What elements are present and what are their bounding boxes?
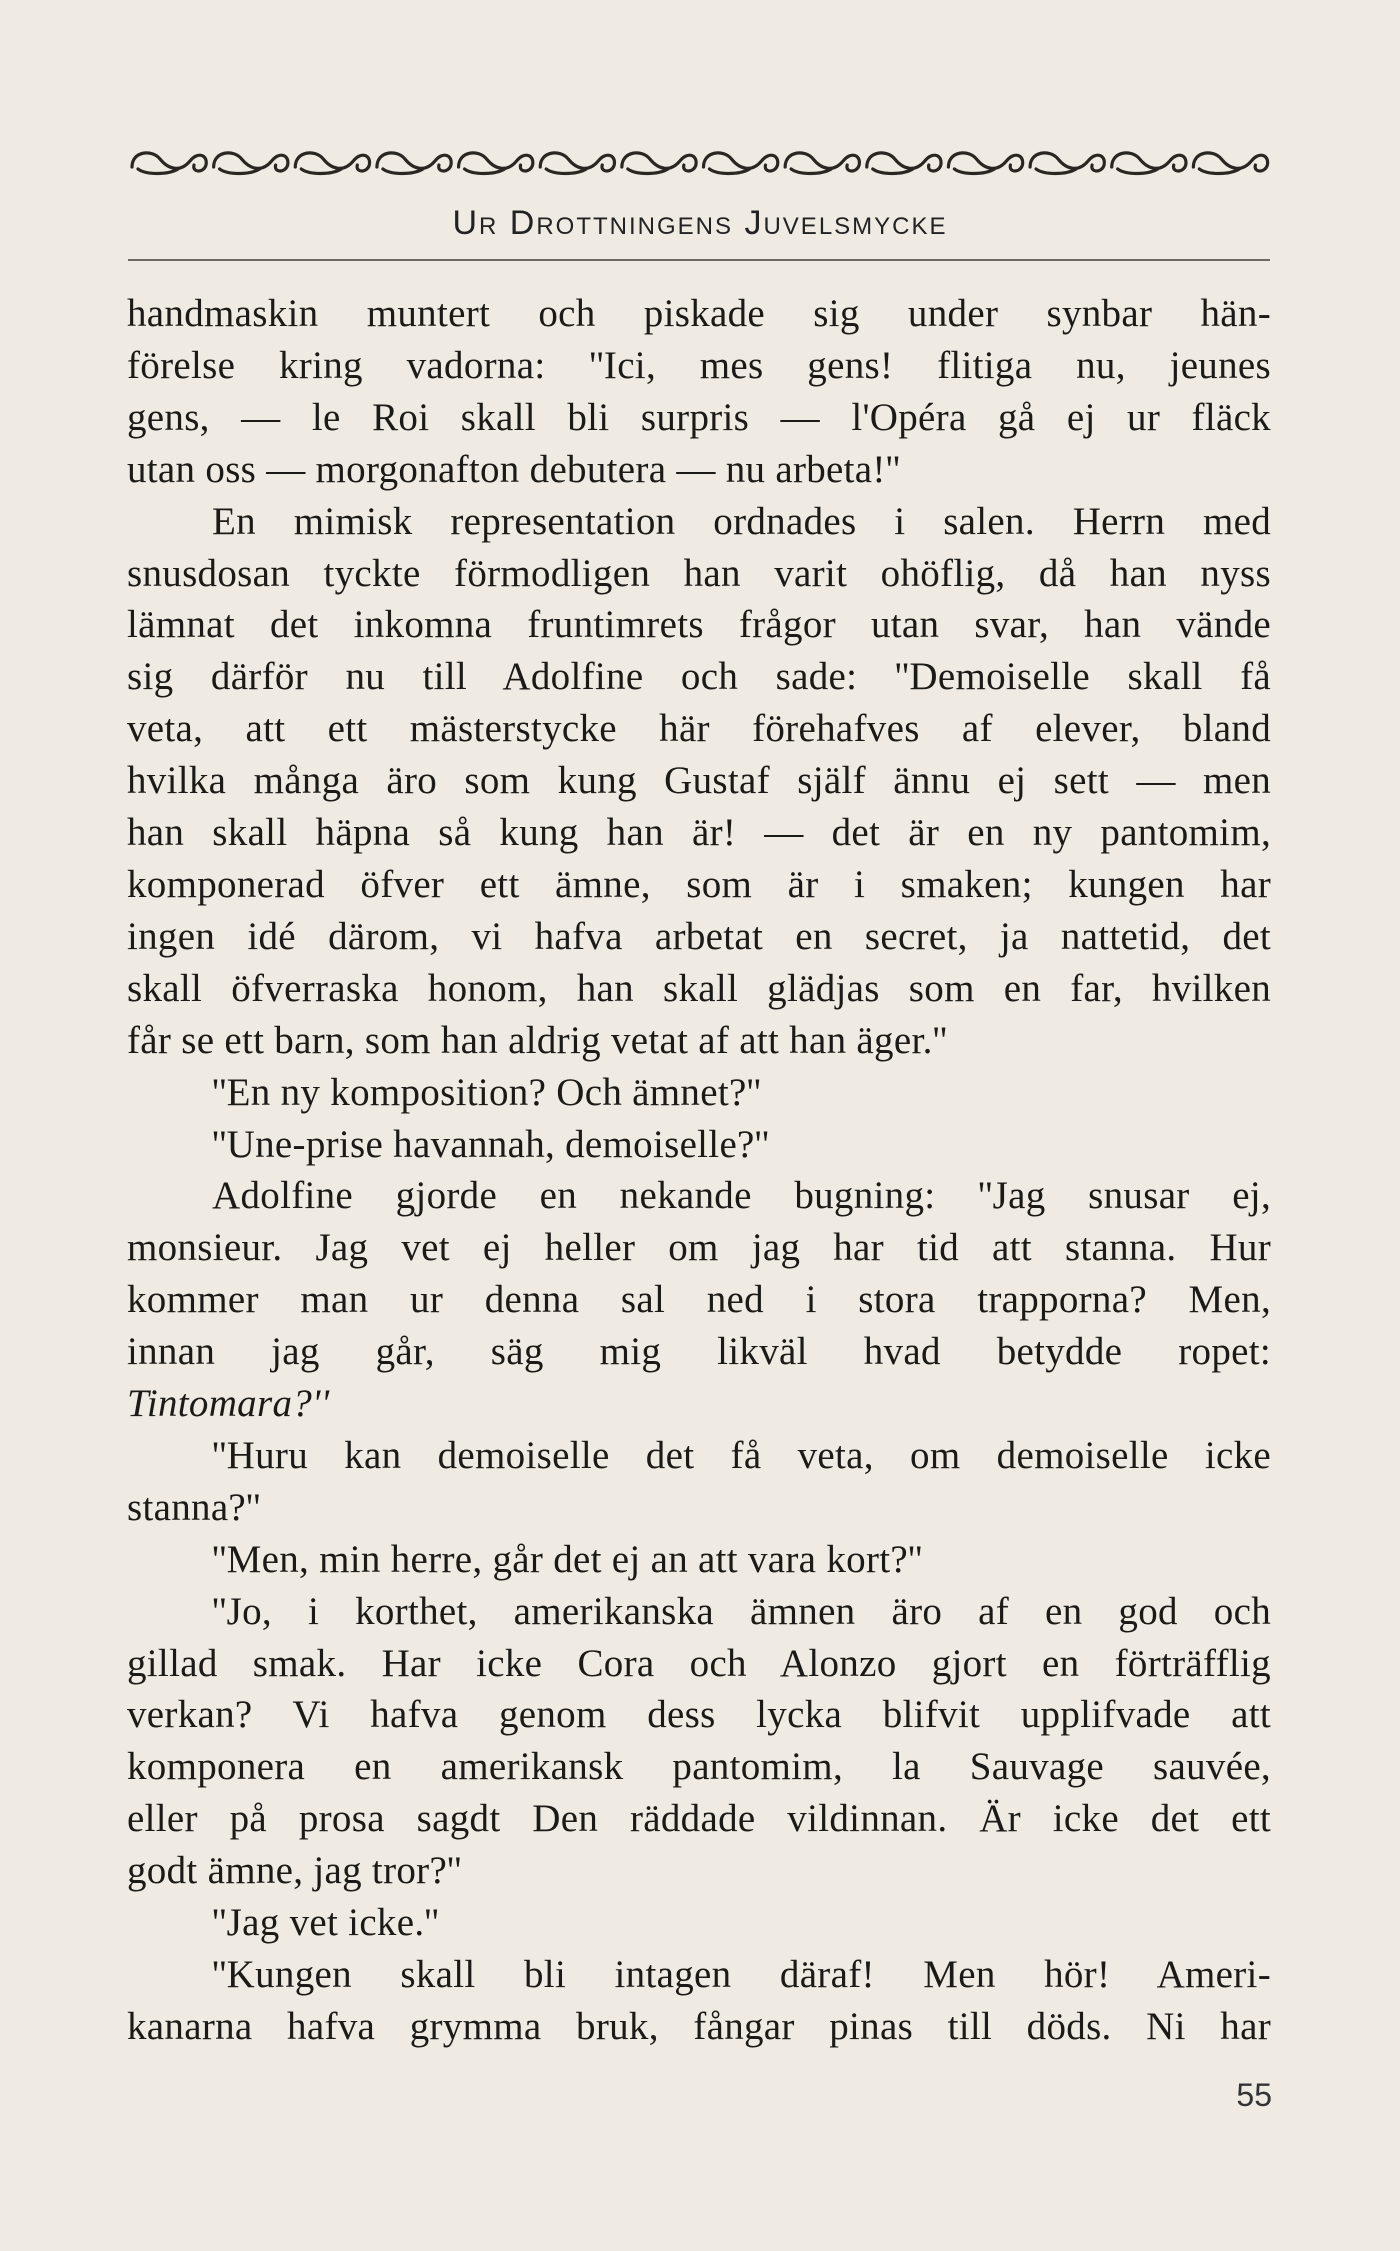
text-line — [127, 1378, 1271, 1430]
text-line: han skall häpna så kung han är! — det är en ny pantomim, — [127, 811, 1271, 855]
ornament-curl — [301, 169, 341, 174]
text-line: ''Men, min herre, går det ej an att vara kort?'' — [212, 1537, 923, 1581]
ornament-scroll — [704, 153, 778, 171]
ornament-scroll — [785, 153, 859, 171]
ornament-scroll — [459, 153, 533, 171]
ornament-curl — [628, 169, 668, 174]
ornament-curl — [710, 169, 750, 174]
text-line: godt ämne, jag tror?'' — [127, 1849, 462, 1893]
text-line: kanarna hafva grymma bruk, fångar pinas till döds. Ni har — [127, 2004, 1271, 2048]
text-line: ''Jag vet icke.'' — [212, 1901, 440, 1945]
text-line: En mimisk representation ordnades i salen. Herrn med — [212, 499, 1271, 543]
text-line: komponera en amerikansk pantomim, la Sauvage sauvée, — [127, 1745, 1271, 1789]
header-rule — [128, 259, 1270, 261]
ornament-curl — [954, 169, 994, 174]
text-line: eller på prosa sagdt Den räddade vildinnan. Är icke det ett — [127, 1797, 1271, 1841]
ornament-scroll — [132, 153, 206, 171]
ornament-curl — [873, 169, 913, 174]
text-line: ''Huru kan demoiselle det få veta, om demoiselle icke — [212, 1433, 1271, 1477]
ornament-scroll — [1112, 153, 1186, 171]
text-line: ''En ny komposition? Och ämnet?'' — [212, 1070, 762, 1114]
text-line: hvilka många äro som kung Gustaf själf ännu ej sett — men — [127, 759, 1271, 803]
ornament-scroll — [214, 153, 288, 171]
text-line: ''Kungen skall bli intagen däraf! Men hör! Ameri- — [212, 1953, 1271, 1996]
text-line: ''Jo, i korthet, amerikanska ämnen äro af en god och — [212, 1589, 1271, 1633]
text-line: komponerad öfver ett ämne, som är i smaken; kungen har — [127, 862, 1271, 906]
text-line: veta, att ett mästerstycke här förehafves af elever, bland — [127, 707, 1271, 751]
text-line: utan oss — morgonafton debutera — nu arbeta!'' — [127, 447, 901, 491]
ornament-curl — [1199, 169, 1239, 174]
body-text — [127, 288, 1271, 2053]
ornament-curl — [791, 169, 831, 174]
ornament-curl — [383, 169, 423, 174]
page-number: 55 — [1236, 2077, 1272, 2113]
text-line: handmaskin muntert och piskade sig under synbar hän- — [127, 292, 1271, 335]
ornament-curl — [1036, 169, 1076, 174]
ornament-curl — [220, 169, 260, 174]
text-line: stanna?'' — [127, 1485, 261, 1529]
ornament-scroll — [540, 153, 614, 171]
text-line: ''Une-prise havannah, demoiselle?'' — [212, 1122, 770, 1166]
text-line: gillad smak. Har icke Cora och Alonzo gjort en förträfflig — [127, 1641, 1271, 1685]
text-line: ingen idé därom, vi hafva arbetat en secret, ja nattetid, det — [127, 914, 1271, 958]
text-line: får se ett barn, som han aldrig vetat af att han äger.'' — [127, 1018, 948, 1062]
running-header: Ur Drottningens Juvelsmycke — [452, 204, 948, 242]
text-line: verkan? Vi hafva genom dess lycka blifvit upplifvade att — [127, 1693, 1271, 1737]
text-line: kommer man ur denna sal ned i stora trapporna? Men, — [127, 1278, 1271, 1322]
text-line: snusdosan tyckte förmodligen han varit ohöflig, då han nyss — [127, 551, 1271, 595]
text-line: monsieur. Jag vet ej heller om jag har tid att stanna. Hur — [127, 1226, 1271, 1270]
decorative-ornament-band — [128, 143, 1271, 179]
text-line: gens, — le Roi skall bli surpris — l'Opéra gå ej ur fläck — [127, 395, 1271, 439]
text-line: Adolfine gjorde en nekande bugning: ''Jag snusar ej, — [212, 1174, 1271, 1218]
text-line: skall öfverraska honom, han skall glädjas som en far, hvilken — [127, 966, 1271, 1010]
ornament-scroll — [377, 153, 451, 171]
ornament-curl — [465, 169, 505, 174]
ornament-curl — [546, 169, 586, 174]
ornament-curl — [1118, 169, 1158, 174]
ornament-scroll — [1193, 153, 1267, 171]
ornament-scroll — [1030, 153, 1104, 171]
ornament-curl — [138, 169, 178, 174]
text-line: innan jag går, säg mig likväl hvad betydde ropet: — [127, 1330, 1271, 1374]
ornament-scroll — [948, 153, 1022, 171]
text-line: förelse kring vadorna: ''Ici, mes gens! flitiga nu, jeunes — [127, 343, 1271, 387]
text-line: lämnat det inkomna fruntimrets frågor utan svar, han vände — [127, 603, 1271, 647]
italic-word: Tintomara?'' — [127, 1382, 330, 1426]
ornament-scroll — [295, 153, 369, 171]
ornament-scroll — [622, 153, 696, 171]
ornament-scroll — [867, 153, 941, 171]
text-line: sig därför nu till Adolfine och sade: ''Demoiselle skall få — [127, 655, 1271, 699]
